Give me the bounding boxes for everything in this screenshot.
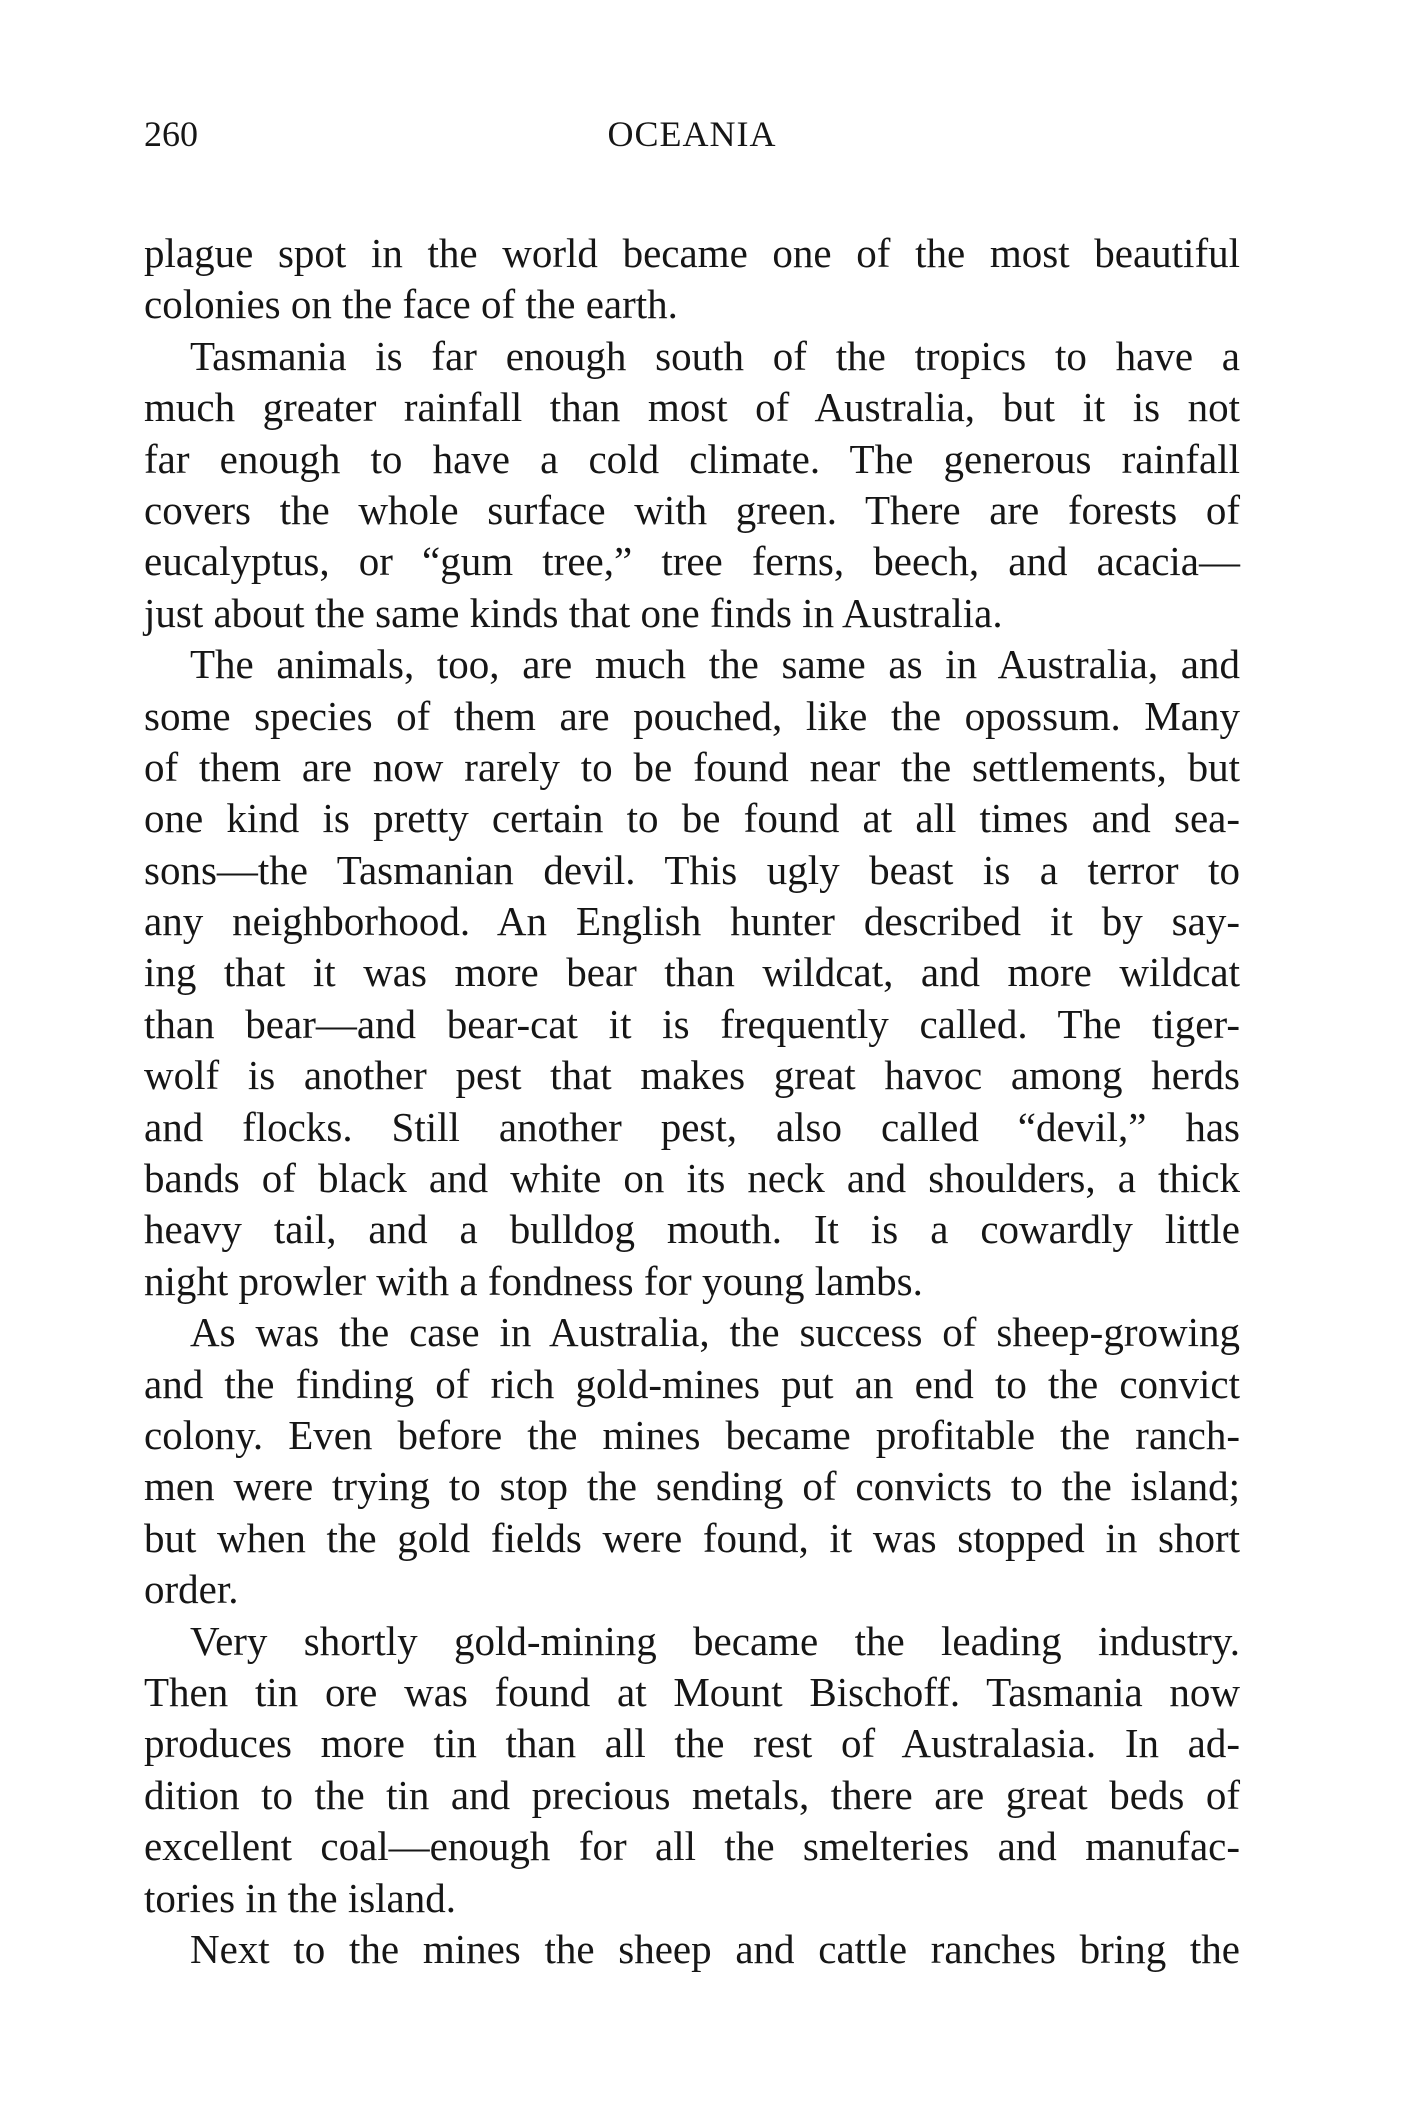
paragraph	[144, 228, 1240, 331]
text-line: one kind is pretty certain to be found at all times and sea-	[144, 795, 1240, 842]
text-line: dition to the tin and precious metals, there are great beds of	[144, 1771, 1240, 1818]
text-line: heavy tail, and a bulldog mouth. It is a cowardly little	[144, 1206, 1240, 1253]
text-line: far enough to have a cold climate. The generous rainfall	[144, 435, 1240, 482]
paragraph	[144, 331, 1240, 639]
paragraph	[144, 1616, 1240, 1924]
text-line: Very shortly gold-mining became the leading industry.	[190, 1617, 1240, 1664]
paragraph	[144, 1924, 1240, 1975]
text-line: order.	[144, 1566, 239, 1613]
text-line: much greater rainfall than most of Australia, but it is not	[144, 384, 1240, 431]
text-line: ing that it was more bear than wildcat, and more wildcat	[144, 949, 1240, 996]
text-line: bands of black and white on its neck and shoulders, a thick	[144, 1155, 1240, 1202]
text-line: eucalyptus, or “gum tree,” tree ferns, beech, and acacia—	[144, 538, 1240, 585]
text-line: plague spot in the world became one of the most beautiful	[144, 230, 1240, 276]
text-line: wolf is another pest that makes great havoc among herds	[144, 1052, 1240, 1099]
text-line: tories in the island.	[144, 1874, 457, 1921]
running-header	[144, 110, 1240, 158]
text-line: than bear—and bear-cat it is frequently called. The tiger-	[144, 1000, 1240, 1047]
text-line: Next to the mines the sheep and cattle ranches bring the	[190, 1925, 1240, 1972]
text-line: colony. Even before the mines became profitable the ranch-	[144, 1411, 1240, 1458]
paragraph	[144, 639, 1240, 1307]
text-line: men were trying to stop the sending of convicts to the island;	[144, 1463, 1240, 1510]
text-line: As was the case in Australia, the success of sheep-growing	[190, 1309, 1240, 1356]
text-line: sons—the Tasmanian devil. This ugly beast is a terror to	[144, 846, 1240, 893]
text-line: Then tin ore was found at Mount Bischoff. Tasmania now	[144, 1668, 1240, 1715]
text-line: and flocks. Still another pest, also called “devil,” has	[144, 1103, 1240, 1150]
text-line: Tasmania is far enough south of the tropics to have a	[190, 332, 1240, 379]
text-line: but when the gold fields were found, it was stopped in short	[144, 1514, 1240, 1561]
text-line: and the finding of rich gold-mines put an end to the convict	[144, 1360, 1240, 1407]
text-line: colonies on the face of the earth.	[144, 281, 678, 328]
text-line: night prowler with a fondness for young lambs.	[144, 1257, 923, 1304]
page-number: 260	[144, 114, 198, 154]
text-line: any neighborhood. An English hunter described it by say-	[144, 898, 1240, 945]
text-line: some species of them are pouched, like the opossum. Many	[144, 692, 1240, 739]
text-line: The animals, too, are much the same as in Australia, and	[190, 641, 1240, 688]
text-line: just about the same kinds that one finds in Australia.	[144, 589, 1003, 636]
body-text	[144, 228, 1240, 1975]
text-line: of them are now rarely to be found near the settlements, but	[144, 743, 1240, 790]
paragraph	[144, 1307, 1240, 1615]
text-line: produces more tin than all the rest of Australasia. In ad-	[144, 1720, 1240, 1767]
text-line: covers the whole surface with green. There are forests of	[144, 486, 1240, 533]
text-line: excellent coal—enough for all the smelteries and manufac-	[144, 1823, 1240, 1870]
running-title: OCEANIA	[607, 114, 777, 154]
